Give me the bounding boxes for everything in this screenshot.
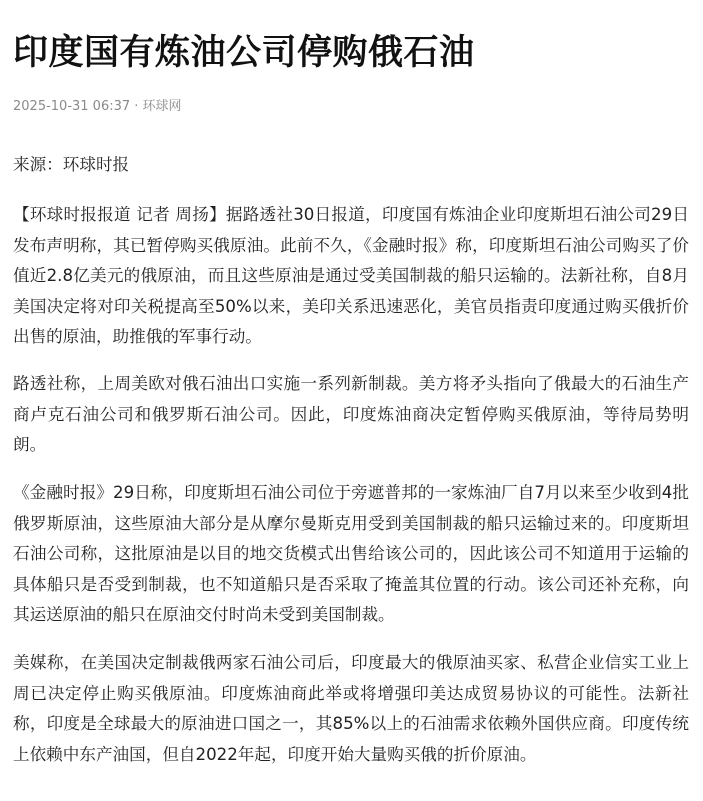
article-paragraph: 《金融时报》29日称，印度斯坦石油公司位于旁遮普邦的一家炼油厂自7月以来至少收到4批俄罗斯原油，这些原油大部分是从摩尔曼斯克用受到美国制裁的船只运输过来的。印度斯坦石油公司称，这批原油是以目的地交货模式出售给该公司的，因此该公司不知道用于运输的具体船只是否受到制裁，也不知道船只是否采取了掩盖其位置的行动。该公司还补充称，向其运送原油的船只在原油交付时尚未受到美国制裁。 (13, 483, 689, 624)
article-paragraph: 美媒称，在美国决定制裁俄两家石油公司后，印度最大的俄原油买家、私营企业信实工业上周已决定停止购买俄原油。印度炼油商此举或将增强印美达成贸易协议的可能性。法新社称，印度是全球最大的原油进口国之一，其85%以上的石油需求依赖外国供应商。印度传统上依赖中东产油国，但自2022年起，印度开始大量购买俄的折价原油。 (13, 653, 689, 764)
article-title: 印度国有炼油公司停购俄石油 (13, 33, 475, 73)
article-source: 来源：环球时报 (13, 155, 130, 174)
article-paragraph: 路透社称，上周美欧对俄石油出口实施一系列新制裁。美方将矛头指向了俄最大的石油生产商卢克石油公司和俄罗斯石油公司。因此，印度炼油商决定暂停购买俄原油，等待局势明朗。 (13, 374, 689, 454)
article-paragraph: 【环球时报报道 记者 周扬】据路透社30日报道，印度国有炼油企业印度斯坦石油公司29日发布声明称，其已暂停购买俄原油。此前不久，《金融时报》称，印度斯坦石油公司购买了价值近2.8亿美元的俄原油，而且这些原油是通过受美国制裁的船只运输的。法新社称，自8月美国决定将对印关税提高至50%以来，美印关系迅速恶化，美官员指责印度通过购买俄折价出售的原油，助推俄的军事行动。 (13, 205, 689, 346)
article-meta: 2025-10-31 06:37 · 环球网 (13, 99, 182, 114)
